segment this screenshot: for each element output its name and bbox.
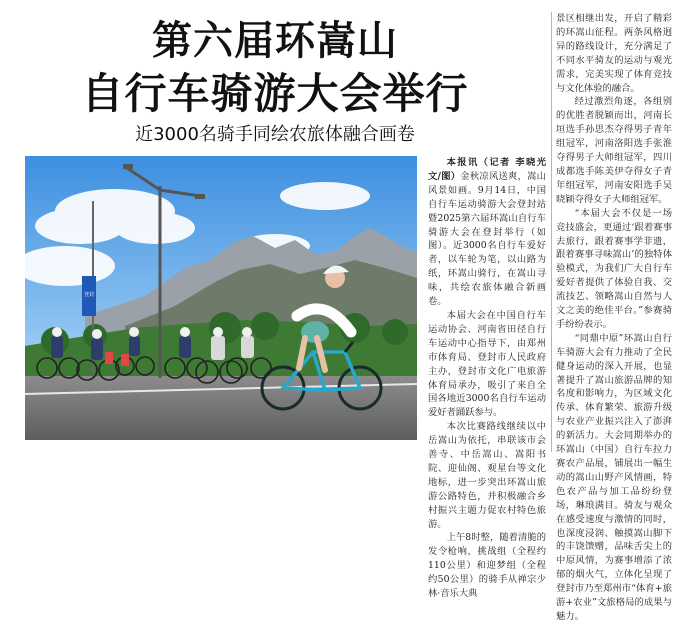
article-paragraph: 景区相继出发，开启了精彩的环嵩山征程。两条风格迥异的路线设计，充分满足了不同水平骑友的运动与观光需求，完美实现了体育竞技与文化体验的融合。 — [556, 13, 672, 94]
subtitle: 近3000名骑手同绘农旅体融合画卷 — [135, 124, 415, 145]
article-paragraph: 上午8时整，随着清脆的发令枪响，挑战组（全程约110公里）和迎梦组（全程约50公里）的骑手从禅宗少林·音乐大典 — [428, 532, 546, 600]
cycling-photo-illustration — [25, 156, 417, 440]
article-paragraph: “本届大会不仅是一场竞技盛会，更通过‘跟着赛事去旅行，跟着赛事学非遗，跟着赛事寻味嵩山’的独特体验模式，为我们广大自行车爱好者提供了体验自我、交流技艺、领略嵩山自然与人文之美的绝佳平台。”参赛骑手纷纷表示。 — [556, 207, 672, 330]
headline-line-2: 自行车骑游大会举行 — [81, 69, 469, 118]
lead-text: 金秋凉风送爽，嵩山风景如画。9月14日，中国自行车运动骑游大会登封站暨2025第六届环嵩山自行车骑游大会在登封举行（如图）。近3000名自行车爱好者，以车轮为笔，以山路为纸，环嵩山骑行，在嵩山寻味，共绘农旅体融合新画卷。 — [428, 170, 546, 308]
road-sign-text: 登封 — [83, 292, 95, 298]
article-paragraph: 本届大会在中国自行车运动协会、河南省田径自行车运动中心指导下，由郑州市体育局、登封市人民政府主办，登封市文化广电旅游体育局承办，吸引了来自全国各地近3000名自行车运动爱好者踊跃参与。 — [428, 309, 546, 419]
column-divider — [551, 12, 552, 452]
article-column-1 — [428, 156, 546, 601]
headline-line-1: 第六届环嵩山 — [152, 18, 398, 64]
article-paragraph: 经过激烈角逐，各组别的优胜者脱颖而出，河南长垣选手孙思杰夺得男子青年组冠军，河南洛阳选手张淮夺得男子大师组冠军，四川成都选手陈美伊夺得女子青年组冠军，河南安阳选手吴晓颖夺得女子大师组冠军。 — [556, 96, 672, 205]
cycling-photo — [25, 156, 417, 440]
byline: 本报讯（记者 李晓光 文/图） — [428, 157, 546, 182]
article-paragraph: “同鼎中原”环嵩山自行车骑游大会有力推动了全民健身运动的深入开展，也显著提升了嵩山旅游品牌的知名度和影响力，为区域文化传承、体育繁荣、旅游升级与农业产业振兴注入了澎湃的新活力。大会同期举办的环嵩山（中国）自行车拉力赛农产品展，铺展出一幅生动的嵩山山野产风情画，特色农产品与加工品纷纷登场，琳琅满目。骑友与观众在感受速度与激情的同时，也深度浸润、触摸嵩山脚下的丰饶馈赠，品味舌尖上的中原风情，为赛事增添了浓郁的烟火气，立体化呈现了登封市乃至郑州市“体育+旅游+农业”文旅格局的成果与魅力。 — [556, 332, 672, 622]
article-paragraph: 本次比赛路线继续以中岳嵩山为依托，串联该市会善寺、中岳嵩山、嵩阳书院、迎仙阁、观星台等文化地标，进一步突出环嵩山旅游公路特色，并积极融合乡村振兴主题力促农村特色旅游。 — [428, 421, 546, 530]
article-column-2 — [556, 12, 672, 624]
article-paragraph — [428, 156, 546, 309]
